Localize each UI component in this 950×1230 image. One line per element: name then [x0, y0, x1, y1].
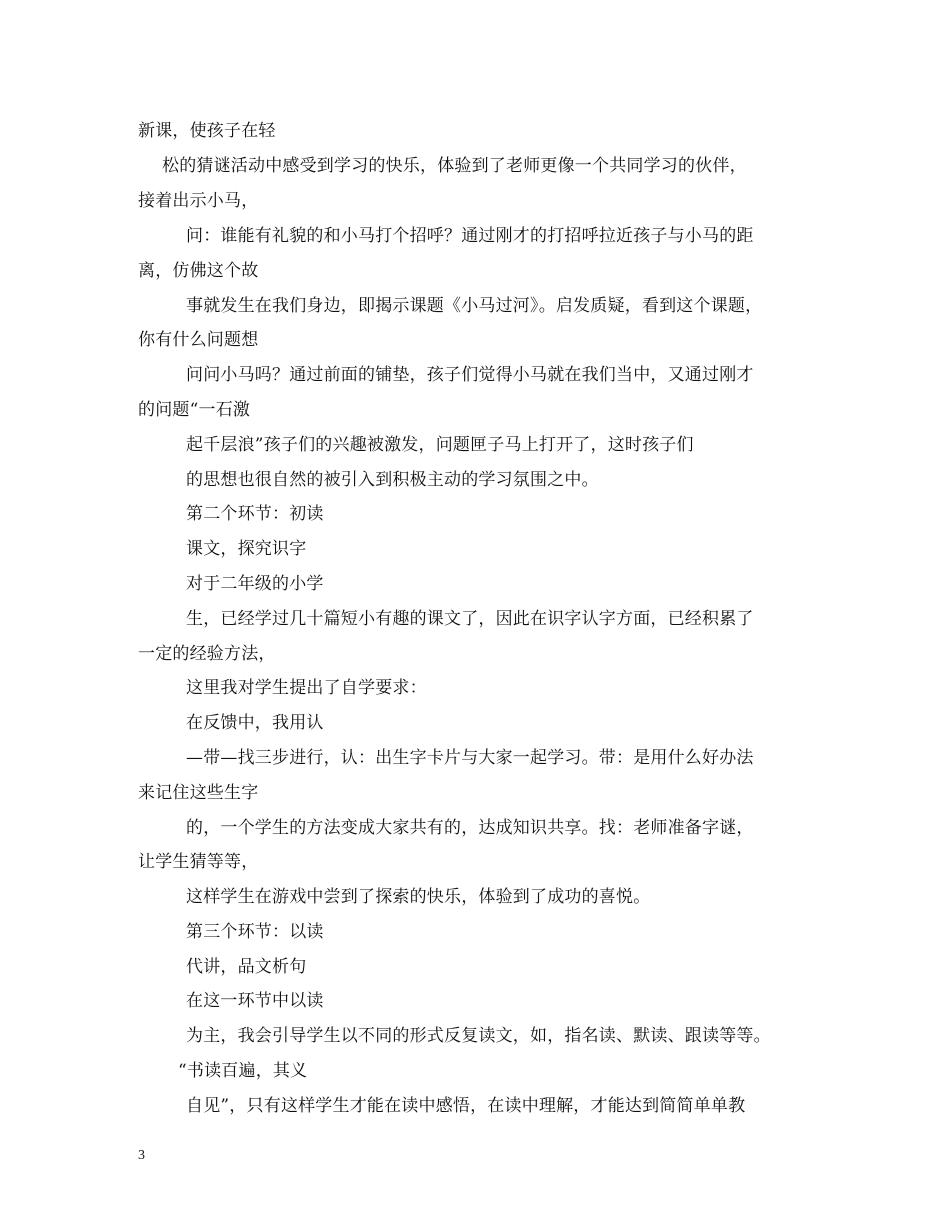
- page-number: 3: [138, 1148, 145, 1163]
- text-line: 问：谁能有礼貌的和小马打个招呼？通过刚才的打招呼拉近孩子与小马的距: [186, 226, 754, 246]
- text-line: 事就发生在我们身边，即揭示课题《小马过河》。启发质疑，看到这个课题，: [186, 296, 763, 316]
- text-line: 的问题“一石激: [138, 400, 251, 420]
- section-heading-line: 代讲，品文析句: [186, 957, 307, 977]
- text-line: 生，已经学过几十篇短小有趣的课文了，因此在识字认字方面，已经积累了: [186, 609, 754, 629]
- text-line: 接着出示小马，: [138, 191, 259, 211]
- text-line: 的思想也很自然的被引入到积极主动的学习氛围之中。: [186, 470, 599, 490]
- section-heading-line: 第三个环节：以读: [186, 922, 324, 942]
- text-line: 在这一环节中以读: [186, 991, 324, 1011]
- text-line: 这样学生在游戏中尝到了探索的快乐，体验到了成功的喜悦。: [186, 887, 651, 907]
- text-line: 这里我对学生提出了自学要求：: [186, 678, 427, 698]
- text-line: 松的猜谜活动中感受到学习的快乐，体验到了老师更像一个共同学习的伙伴，: [162, 156, 747, 176]
- text-line: 来记住这些生字: [138, 783, 259, 803]
- text-line: 一定的经验方法，: [138, 644, 276, 664]
- text-line: 自见”，只有这样学生才能在读中感悟，在读中理解，才能达到简简单单教: [186, 1096, 746, 1116]
- text-line: 问问小马吗？通过前面的铺垫，孩子们觉得小马就在我们当中，又通过刚才: [186, 365, 754, 385]
- text-line: 在反馈中，我用认: [186, 713, 324, 733]
- text-line: 起千层浪”孩子们的兴趣被激发，问题匣子马上打开了，这时孩子们: [186, 435, 694, 455]
- text-line: 让学生猜等等，: [138, 852, 259, 872]
- text-line: 的，一个学生的方法变成大家共有的，达成知识共享。找：老师准备字谜，: [186, 818, 754, 838]
- text-line: —带—找三步进行，认：出生字卡片与大家一起学习。带：是用什么好办法: [186, 748, 754, 768]
- text-line: 你有什么问题想: [138, 330, 259, 350]
- text-line: 对于二年级的小学: [186, 574, 324, 594]
- section-heading-line: 课文，探究识字: [186, 539, 307, 559]
- text-line: 为主，我会引导学生以不同的形式反复读文，如，指名读、默读、跟读等等。: [186, 1026, 771, 1046]
- text-line: 离，仿佛这个故: [138, 261, 259, 281]
- text-line: “书读百遍，其义: [178, 1061, 308, 1081]
- section-heading-line: 第二个环节：初读: [186, 504, 324, 524]
- text-line: 新课，使孩子在轻: [138, 121, 276, 141]
